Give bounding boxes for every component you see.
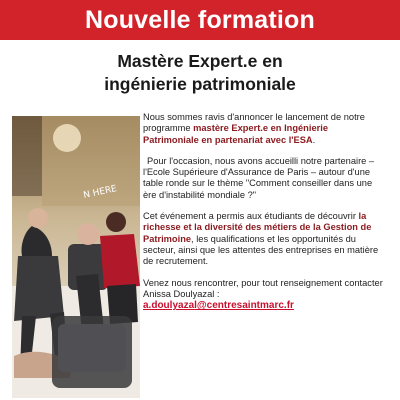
contact-text: Venez nous rencontrer, pour tout renseignement contacter Anissa Doulyazal :	[143, 277, 383, 299]
contact-email-link[interactable]: a.doulyazal@centresaintmarc.fr	[143, 300, 294, 312]
article-body	[143, 112, 383, 311]
title-line-1: Mastère Expert.e en	[117, 51, 283, 71]
banner-title: Nouvelle formation	[84, 6, 316, 34]
event-photo	[12, 116, 140, 398]
photo-banner-text: N HERE	[82, 184, 118, 201]
page-title	[0, 50, 400, 96]
event-text: Cet événement a permis aux étudiants de découvrir	[143, 211, 359, 222]
intro-end: .	[312, 134, 316, 145]
event-text-end: , les qualifications et les opportunités du secteur, ainsi que les attentes des entreprises en matière de recrutement.	[143, 233, 379, 267]
title-line-2: ingénierie patrimoniale	[104, 74, 296, 94]
event-paragraph	[143, 211, 383, 267]
contact-block	[143, 278, 383, 312]
announcement-banner	[0, 0, 400, 40]
careers-highlight: la richesse et la diversité des métiers de la Gestion de Patrimoine	[143, 211, 372, 244]
occasion-text: Pour l'occasion, nous avons accueilli notre partenaire – l'Ecole Supérieure d'Assurance de Paris – autour d'une table ronde sur le thème "Comment conseiller dans une ère d'instabilité mondiale ?"	[143, 155, 375, 200]
intro-text: Nous sommes ravis d'annoncer le lancement de notre programme	[143, 112, 365, 134]
occasion-paragraph	[143, 156, 383, 201]
round-table-photo-illustration	[12, 116, 140, 398]
program-name: mastère Expert.e en Ingénierie Patrimoniale en partenariat avec l'ESA	[143, 123, 328, 145]
intro-paragraph	[143, 112, 383, 146]
